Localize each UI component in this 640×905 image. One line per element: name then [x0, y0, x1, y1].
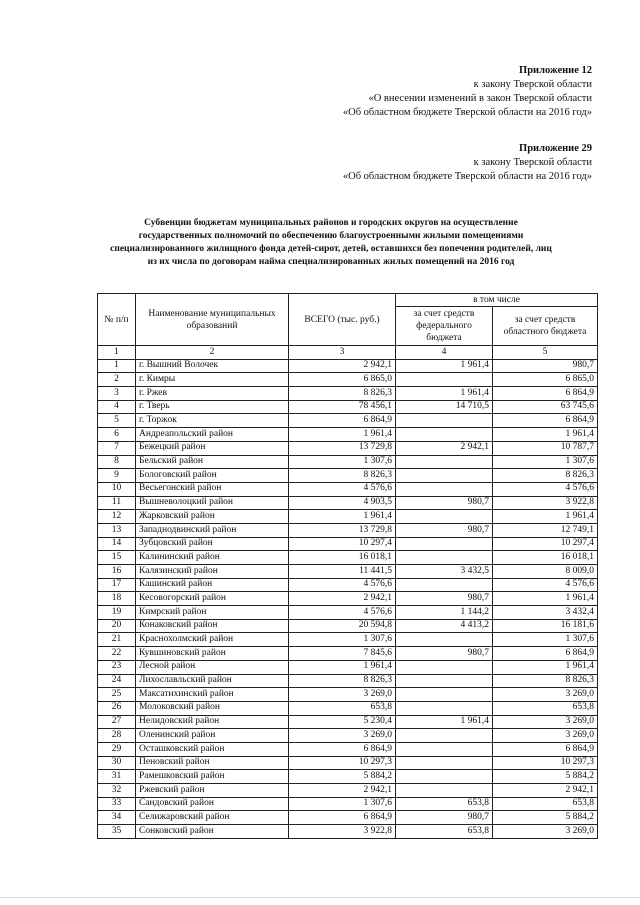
- federal-amount: 980,7: [396, 496, 493, 510]
- federal-amount: [396, 701, 493, 715]
- federal-amount: [396, 742, 493, 756]
- row-number: 16: [98, 565, 136, 579]
- title-line: специализированного жилищного фонда детей-сирот, детей, оставшихся без попечения родителей, лиц: [110, 244, 552, 254]
- municipality-name: Западнодвинский район: [136, 523, 289, 537]
- row-number: 10: [98, 482, 136, 496]
- header-including: в том числе: [396, 294, 598, 307]
- header-federal: за счет средств федерального бюджета: [396, 307, 493, 346]
- row-number: 32: [98, 784, 136, 798]
- table-row: [98, 647, 598, 661]
- municipality-name: Бежецкий район: [136, 441, 289, 455]
- federal-amount: [396, 770, 493, 784]
- table-row: [98, 510, 598, 524]
- municipality-name: Нелидовский район: [136, 715, 289, 729]
- municipality-name: Кашинский район: [136, 578, 289, 592]
- title-line: государственных полномочий по обеспечению благоустроенными жилыми помещениями: [138, 231, 524, 241]
- row-number: 15: [98, 551, 136, 565]
- federal-amount: [396, 660, 493, 674]
- row-number: 14: [98, 537, 136, 551]
- federal-amount: [396, 414, 493, 428]
- table-row: [98, 373, 598, 387]
- regional-amount: 5 884,2: [493, 770, 598, 784]
- federal-amount: [396, 674, 493, 688]
- federal-amount: [396, 482, 493, 496]
- regional-amount: 1 961,4: [493, 428, 598, 442]
- table-row: [98, 688, 598, 702]
- total-amount: 2 942,1: [289, 359, 396, 373]
- regional-amount: 6 864,9: [493, 387, 598, 401]
- total-amount: 4 903,5: [289, 496, 396, 510]
- row-number: 6: [98, 428, 136, 442]
- row-number: 33: [98, 797, 136, 811]
- total-amount: 4 576,6: [289, 482, 396, 496]
- table-row: [98, 592, 598, 606]
- total-amount: 1 307,6: [289, 455, 396, 469]
- regional-amount: 6 864,9: [493, 647, 598, 661]
- regional-amount: 3 922,8: [493, 496, 598, 510]
- row-number: 3: [98, 387, 136, 401]
- municipality-name: Кимрский район: [136, 606, 289, 620]
- row-number: 21: [98, 633, 136, 647]
- table-row: [98, 715, 598, 729]
- total-amount: 6 864,9: [289, 742, 396, 756]
- row-number: 28: [98, 729, 136, 743]
- municipality-name: Сандовский район: [136, 797, 289, 811]
- federal-amount: [396, 469, 493, 483]
- row-number: 18: [98, 592, 136, 606]
- regional-amount: 12 749,1: [493, 523, 598, 537]
- municipality-name: г. Вышний Волочек: [136, 359, 289, 373]
- annex-line: к закону Тверской области: [473, 157, 592, 168]
- federal-amount: [396, 756, 493, 770]
- table-row: [98, 756, 598, 770]
- scan-edge-line: [0, 897, 640, 898]
- municipality-name: Молоковский район: [136, 701, 289, 715]
- table-row: [98, 784, 598, 798]
- total-amount: 1 961,4: [289, 510, 396, 524]
- regional-amount: 4 576,6: [493, 578, 598, 592]
- municipality-name: Краснохолмский район: [136, 633, 289, 647]
- municipality-name: г. Тверь: [136, 400, 289, 414]
- municipality-name: Оленинский район: [136, 729, 289, 743]
- table-row: [98, 729, 598, 743]
- municipality-name: Калязинский район: [136, 565, 289, 579]
- table-row: [98, 797, 598, 811]
- regional-amount: 2 942,1: [493, 784, 598, 798]
- federal-amount: [396, 510, 493, 524]
- regional-amount: 980,7: [493, 359, 598, 373]
- row-number: 19: [98, 606, 136, 620]
- regional-amount: 5 884,2: [493, 811, 598, 825]
- regional-amount: 8 826,3: [493, 469, 598, 483]
- municipality-name: Вышневолоцкий район: [136, 496, 289, 510]
- federal-amount: 4 413,2: [396, 619, 493, 633]
- federal-amount: 1 961,4: [396, 359, 493, 373]
- municipality-name: Лихославльский район: [136, 674, 289, 688]
- row-number: 24: [98, 674, 136, 688]
- annex-line: «О внесении изменений в закон Тверской области: [368, 93, 592, 104]
- regional-amount: 3 269,0: [493, 688, 598, 702]
- row-number: 27: [98, 715, 136, 729]
- table-row: [98, 455, 598, 469]
- regional-amount: 1 961,4: [493, 592, 598, 606]
- federal-amount: [396, 373, 493, 387]
- table-row: [98, 633, 598, 647]
- row-number: 35: [98, 825, 136, 839]
- row-number: 31: [98, 770, 136, 784]
- regional-amount: 16 018,1: [493, 551, 598, 565]
- total-amount: 10 297,3: [289, 756, 396, 770]
- table-body: [98, 346, 598, 839]
- municipality-name: Зубцовский район: [136, 537, 289, 551]
- row-number: 8: [98, 455, 136, 469]
- total-amount: 5 884,2: [289, 770, 396, 784]
- row-number: 11: [98, 496, 136, 510]
- total-amount: 6 865,0: [289, 373, 396, 387]
- table-row: [98, 674, 598, 688]
- table-row: [98, 742, 598, 756]
- table-row: [98, 578, 598, 592]
- regional-amount: 8 009,0: [493, 565, 598, 579]
- row-number: 23: [98, 660, 136, 674]
- regional-amount: 1 307,6: [493, 633, 598, 647]
- total-amount: 6 864,9: [289, 414, 396, 428]
- table-row: [98, 414, 598, 428]
- header-name: Наименование муниципальных образований: [136, 294, 289, 346]
- municipality-name: Бологовский район: [136, 469, 289, 483]
- federal-amount: [396, 633, 493, 647]
- federal-amount: 14 710,5: [396, 400, 493, 414]
- municipality-name: Лесной район: [136, 660, 289, 674]
- table-row: [98, 565, 598, 579]
- federal-amount: 1 961,4: [396, 387, 493, 401]
- regional-amount: 3 269,0: [493, 825, 598, 839]
- total-amount: 4 576,6: [289, 578, 396, 592]
- federal-amount: [396, 455, 493, 469]
- table-row: [98, 400, 598, 414]
- title-line: из их числа по договорам найма специализированных жилых помещений на 2016 год: [147, 257, 515, 267]
- row-number: 34: [98, 811, 136, 825]
- regional-amount: 1 961,4: [493, 510, 598, 524]
- row-number: 29: [98, 742, 136, 756]
- federal-amount: 980,7: [396, 592, 493, 606]
- column-number: 5: [493, 346, 598, 360]
- table-row: [98, 701, 598, 715]
- federal-amount: 1 961,4: [396, 715, 493, 729]
- total-amount: 13 729,8: [289, 441, 396, 455]
- federal-amount: 2 942,1: [396, 441, 493, 455]
- municipality-name: Сонковский район: [136, 825, 289, 839]
- federal-amount: 3 432,5: [396, 565, 493, 579]
- federal-amount: 1 144,2: [396, 606, 493, 620]
- federal-amount: [396, 537, 493, 551]
- column-number: 4: [396, 346, 493, 360]
- municipality-name: Конаковский район: [136, 619, 289, 633]
- row-number: 25: [98, 688, 136, 702]
- table-row: [98, 537, 598, 551]
- regional-amount: 10 297,3: [493, 756, 598, 770]
- total-amount: 11 441,5: [289, 565, 396, 579]
- municipality-name: Весьегонский район: [136, 482, 289, 496]
- annex-header-original: [343, 142, 592, 184]
- municipality-name: Селижаровский район: [136, 811, 289, 825]
- federal-amount: [396, 688, 493, 702]
- table-row: [98, 551, 598, 565]
- annex-title: Приложение 29: [519, 143, 592, 154]
- total-amount: 1 307,6: [289, 797, 396, 811]
- row-number: 7: [98, 441, 136, 455]
- column-number: 3: [289, 346, 396, 360]
- table-header: [98, 294, 598, 346]
- regional-amount: 8 826,3: [493, 674, 598, 688]
- total-amount: 3 269,0: [289, 729, 396, 743]
- regional-amount: 3 432,4: [493, 606, 598, 620]
- total-amount: 3 922,8: [289, 825, 396, 839]
- title-line: Субвенции бюджетам муниципальных районов и городских округов на осуществление: [144, 218, 518, 228]
- municipality-name: Ржевский район: [136, 784, 289, 798]
- table-row: [98, 441, 598, 455]
- regional-amount: 6 864,9: [493, 742, 598, 756]
- header-total: ВСЕГО (тыс. руб.): [289, 294, 396, 346]
- table-row: [98, 469, 598, 483]
- federal-amount: 980,7: [396, 523, 493, 537]
- total-amount: 10 297,4: [289, 537, 396, 551]
- municipality-name: Осташковский район: [136, 742, 289, 756]
- table-row: [98, 387, 598, 401]
- municipality-name: г. Торжок: [136, 414, 289, 428]
- table-row: [98, 660, 598, 674]
- column-number-row: [98, 346, 598, 360]
- row-number: 20: [98, 619, 136, 633]
- municipality-name: Кесовогорский район: [136, 592, 289, 606]
- row-number: 5: [98, 414, 136, 428]
- municipality-name: Андреапольский район: [136, 428, 289, 442]
- federal-amount: [396, 428, 493, 442]
- total-amount: 20 594,8: [289, 619, 396, 633]
- federal-amount: [396, 578, 493, 592]
- regional-amount: 10 787,7: [493, 441, 598, 455]
- total-amount: 3 269,0: [289, 688, 396, 702]
- regional-amount: 63 745,6: [493, 400, 598, 414]
- total-amount: 8 826,3: [289, 674, 396, 688]
- total-amount: 2 942,1: [289, 592, 396, 606]
- table-row: [98, 770, 598, 784]
- total-amount: 13 729,8: [289, 523, 396, 537]
- column-number: 1: [98, 346, 136, 360]
- subvention-table: [97, 293, 598, 839]
- total-amount: 4 576,6: [289, 606, 396, 620]
- regional-amount: 1 307,6: [493, 455, 598, 469]
- total-amount: 7 845,6: [289, 647, 396, 661]
- regional-amount: 6 864,9: [493, 414, 598, 428]
- regional-amount: 10 297,4: [493, 537, 598, 551]
- annex-title: Приложение 12: [519, 65, 592, 76]
- annex-line: «Об областном бюджете Тверской области на 2016 год»: [342, 107, 592, 118]
- regional-amount: 653,8: [493, 797, 598, 811]
- regional-amount: 1 961,4: [493, 660, 598, 674]
- table-row: [98, 619, 598, 633]
- total-amount: 6 864,9: [289, 811, 396, 825]
- regional-amount: 3 269,0: [493, 715, 598, 729]
- row-number: 13: [98, 523, 136, 537]
- regional-amount: 6 865,0: [493, 373, 598, 387]
- annex-line: «Об областном бюджете Тверской области на 2016 год»: [342, 171, 592, 182]
- regional-amount: 653,8: [493, 701, 598, 715]
- municipality-name: Бельский район: [136, 455, 289, 469]
- total-amount: 2 942,1: [289, 784, 396, 798]
- federal-amount: [396, 784, 493, 798]
- total-amount: 1 307,6: [289, 633, 396, 647]
- row-number: 1: [98, 359, 136, 373]
- municipality-name: Пеновский район: [136, 756, 289, 770]
- total-amount: 78 456,1: [289, 400, 396, 414]
- federal-amount: 653,8: [396, 825, 493, 839]
- table-row: [98, 359, 598, 373]
- municipality-name: Рамешковский район: [136, 770, 289, 784]
- table-row: [98, 523, 598, 537]
- federal-amount: [396, 729, 493, 743]
- federal-amount: 653,8: [396, 797, 493, 811]
- regional-amount: 4 576,6: [493, 482, 598, 496]
- regional-amount: 16 181,6: [493, 619, 598, 633]
- annex-line: к закону Тверской области: [473, 79, 592, 90]
- table-row: [98, 482, 598, 496]
- municipality-name: Калининский район: [136, 551, 289, 565]
- header-regional: за счет средств областного бюджета: [493, 307, 598, 346]
- row-number: 22: [98, 647, 136, 661]
- annex-header-current: [343, 64, 592, 120]
- document-title: [96, 217, 566, 269]
- row-number: 9: [98, 469, 136, 483]
- municipality-name: г. Кимры: [136, 373, 289, 387]
- total-amount: 653,8: [289, 701, 396, 715]
- row-number: 4: [98, 400, 136, 414]
- total-amount: 5 230,4: [289, 715, 396, 729]
- column-number: 2: [136, 346, 289, 360]
- total-amount: 16 018,1: [289, 551, 396, 565]
- total-amount: 8 826,3: [289, 469, 396, 483]
- federal-amount: 980,7: [396, 647, 493, 661]
- table-row: [98, 428, 598, 442]
- regional-amount: 3 269,0: [493, 729, 598, 743]
- federal-amount: [396, 551, 493, 565]
- row-number: 26: [98, 701, 136, 715]
- row-number: 12: [98, 510, 136, 524]
- table-row: [98, 811, 598, 825]
- row-number: 30: [98, 756, 136, 770]
- table-row: [98, 606, 598, 620]
- federal-amount: 980,7: [396, 811, 493, 825]
- row-number: 2: [98, 373, 136, 387]
- table-row: [98, 825, 598, 839]
- municipality-name: Жарковский район: [136, 510, 289, 524]
- header-number: № п/п: [98, 294, 136, 346]
- total-amount: 8 826,3: [289, 387, 396, 401]
- municipality-name: г. Ржев: [136, 387, 289, 401]
- total-amount: 1 961,4: [289, 428, 396, 442]
- municipality-name: Максатихинский район: [136, 688, 289, 702]
- row-number: 17: [98, 578, 136, 592]
- total-amount: 1 961,4: [289, 660, 396, 674]
- municipality-name: Кувшиновский район: [136, 647, 289, 661]
- table-row: [98, 496, 598, 510]
